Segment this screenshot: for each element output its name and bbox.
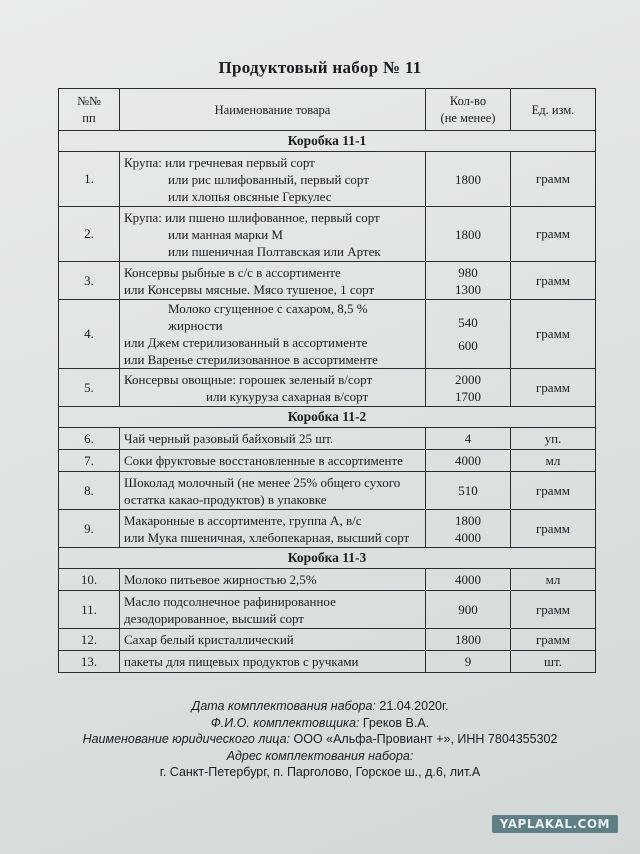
unit: грамм — [511, 369, 596, 407]
product-name — [120, 569, 426, 591]
header-name: Наименование товара — [120, 89, 426, 131]
product-name-line: Масло подсолнечное рафинированное — [124, 593, 336, 609]
product-name-line: Молоко питьевое жирностью 2,5% — [124, 572, 317, 587]
product-name — [120, 369, 426, 407]
row-number: 3. — [59, 262, 120, 300]
quantity-value: 2000 — [455, 371, 481, 387]
row-number: 13. — [59, 651, 120, 673]
watermark-logo: YAPLAKAL.COM — [492, 815, 618, 833]
unit: грамм — [511, 262, 596, 300]
footer-picker-label: Ф.И.О. комплектовщика: — [210, 715, 360, 730]
unit: грамм — [511, 207, 596, 262]
product-name-line: Макаронные в ассортименте, группа А, в/с — [124, 512, 362, 528]
row-number: 9. — [59, 510, 120, 548]
footer — [0, 698, 640, 781]
table-row — [59, 369, 596, 407]
product-name-line: пакеты для пищевых продуктов с ручками — [124, 654, 359, 669]
unit: грамм — [511, 300, 596, 369]
unit: грамм — [511, 591, 596, 629]
quantity-value: 1800 — [455, 632, 481, 647]
product-table — [58, 88, 596, 673]
table-row — [59, 428, 596, 450]
quantity-value: 1800 — [455, 226, 481, 242]
product-name-line: или хлопья овсяные Геркулес — [168, 188, 332, 204]
quantity — [426, 262, 511, 300]
row-number: 4. — [59, 300, 120, 369]
footer-picker-value: Греков В.А. — [362, 715, 430, 730]
document-title: Продуктовый набор № 11 — [218, 58, 422, 77]
table-row — [59, 569, 596, 591]
row-number: 8. — [59, 472, 120, 510]
row-number: 6. — [59, 428, 120, 450]
product-name — [120, 510, 426, 548]
header-qty — [426, 89, 511, 131]
quantity-value: 540 — [458, 315, 478, 330]
product-name — [120, 152, 426, 207]
row-number: 10. — [59, 569, 120, 591]
product-name-line: или кукуруза сахарная в/сорт — [206, 388, 369, 404]
quantity — [426, 472, 511, 510]
quantity — [426, 207, 511, 262]
footer-picker — [0, 715, 640, 732]
quantity — [426, 629, 511, 651]
unit: мл — [511, 569, 596, 591]
product-name-line: Сахар белый кристаллический — [124, 632, 294, 647]
table-row — [59, 300, 596, 369]
quantity-value: 4000 — [455, 529, 481, 545]
quantity — [426, 152, 511, 207]
product-name — [120, 651, 426, 673]
unit: шт. — [511, 651, 596, 673]
table-row — [59, 152, 596, 207]
quantity — [426, 369, 511, 407]
product-name-line: Крупа: или гречневая первый сорт — [124, 154, 315, 170]
quantity-value: 1300 — [455, 281, 481, 297]
table-row — [59, 262, 596, 300]
section-header-row — [59, 548, 596, 569]
row-number: 7. — [59, 450, 120, 472]
section-title: Коробка 11-1 — [59, 131, 596, 152]
product-name-line: или Консервы мясные. Мясо тушеное, 1 сорт — [124, 281, 375, 297]
table-row — [59, 510, 596, 548]
quantity-value: 600 — [458, 338, 478, 353]
product-name-line: Крупа: или пшено шлифованное, первый сорт — [124, 209, 380, 225]
unit: уп. — [511, 428, 596, 450]
table-row — [59, 629, 596, 651]
product-name-line: остатка какао-продуктов) в упаковке — [124, 491, 327, 507]
product-name — [120, 428, 426, 450]
product-name — [120, 262, 426, 300]
unit: грамм — [511, 472, 596, 510]
quantity — [426, 591, 511, 629]
section-header-row — [59, 407, 596, 428]
product-name-line: Шоколад молочный (не менее 25% общего сухого — [124, 474, 401, 490]
section-title: Коробка 11-2 — [59, 407, 596, 428]
unit: грамм — [511, 152, 596, 207]
section-title: Коробка 11-3 — [59, 548, 596, 569]
table-row — [59, 472, 596, 510]
quantity-value: 4000 — [455, 453, 481, 468]
footer-date-value: 21.04.2020г. — [379, 699, 449, 713]
table-body — [59, 131, 596, 673]
quantity-value: 4 — [464, 431, 472, 446]
header-num-line-1: №№ — [77, 93, 101, 108]
product-name-line: или рис шлифованный, первый сорт — [168, 171, 369, 187]
unit: мл — [511, 450, 596, 472]
product-name-line: или Джем стерилизованный в ассортименте — [124, 335, 368, 350]
footer-date-label: Дата комплектования набора: — [191, 699, 376, 713]
quantity-value: 1800 — [455, 171, 481, 187]
product-name-line: Консервы рыбные в с/с в ассортименте — [124, 264, 341, 280]
quantity — [426, 569, 511, 591]
product-name-line: Консервы овощные: горошек зеленый в/сорт — [124, 371, 373, 387]
quantity-value: 4000 — [455, 572, 481, 587]
quantity-value: 1800 — [455, 512, 481, 528]
row-number: 1. — [59, 152, 120, 207]
product-name — [120, 207, 426, 262]
unit: грамм — [511, 510, 596, 548]
quantity — [426, 300, 511, 369]
quantity — [426, 450, 511, 472]
product-name-line: дезодорированное, высший сорт — [124, 610, 304, 626]
row-number: 5. — [59, 369, 120, 407]
header-num — [59, 89, 120, 131]
product-name-line: Чай черный разовый байховый 25 шт. — [124, 431, 334, 446]
product-name — [120, 629, 426, 651]
header-qty-line-2: (не менее) — [440, 110, 496, 125]
row-number: 2. — [59, 207, 120, 262]
product-name — [120, 450, 426, 472]
product-name — [120, 300, 426, 369]
product-name-line: или Варенье стерилизованное в ассортименте — [124, 352, 378, 367]
footer-org-label: Наименование юридического лица: — [82, 732, 291, 746]
product-name — [120, 591, 426, 629]
quantity-value: 900 — [458, 602, 478, 617]
unit: грамм — [511, 629, 596, 651]
footer-org — [0, 731, 640, 748]
footer-address-value: г. Санкт-Петербург, п. Парголово, Горское ш., д.6, лит.А — [159, 765, 481, 779]
table-row — [59, 651, 596, 673]
table-row — [59, 591, 596, 629]
product-name-line: или пшеничная Полтавская или Артек — [168, 243, 381, 259]
table-row — [59, 450, 596, 472]
header-num-line-2: пп — [82, 110, 96, 125]
product-name-line: Соки фруктовые восстановленные в ассортименте — [124, 453, 403, 468]
product-name-line: или манная марки М — [168, 226, 283, 242]
product-name-line: Молоко сгущенное с сахаром, 8,5 % жирности — [168, 301, 368, 333]
quantity — [426, 428, 511, 450]
quantity-value: 1700 — [455, 388, 481, 404]
row-number: 12. — [59, 629, 120, 651]
footer-org-value: ООО «Альфа-Провиант +», ИНН 7804355302 — [293, 732, 558, 746]
section-header-row — [59, 131, 596, 152]
quantity-value: 980 — [458, 264, 478, 280]
table-header-row — [59, 89, 596, 131]
header-qty-line-1: Кол-во — [449, 93, 487, 108]
footer-address-label: Адрес комплектования набора: — [226, 748, 414, 763]
product-name — [120, 472, 426, 510]
row-number: 11. — [59, 591, 120, 629]
footer-date — [0, 698, 640, 715]
product-name-line: или Мука пшеничная, хлебопекарная, высший сорт — [124, 529, 410, 545]
quantity — [426, 651, 511, 673]
quantity-value: 510 — [458, 483, 478, 498]
quantity — [426, 510, 511, 548]
table-row — [59, 207, 596, 262]
header-unit: Ед. изм. — [511, 89, 596, 131]
quantity-value: 9 — [464, 654, 472, 669]
